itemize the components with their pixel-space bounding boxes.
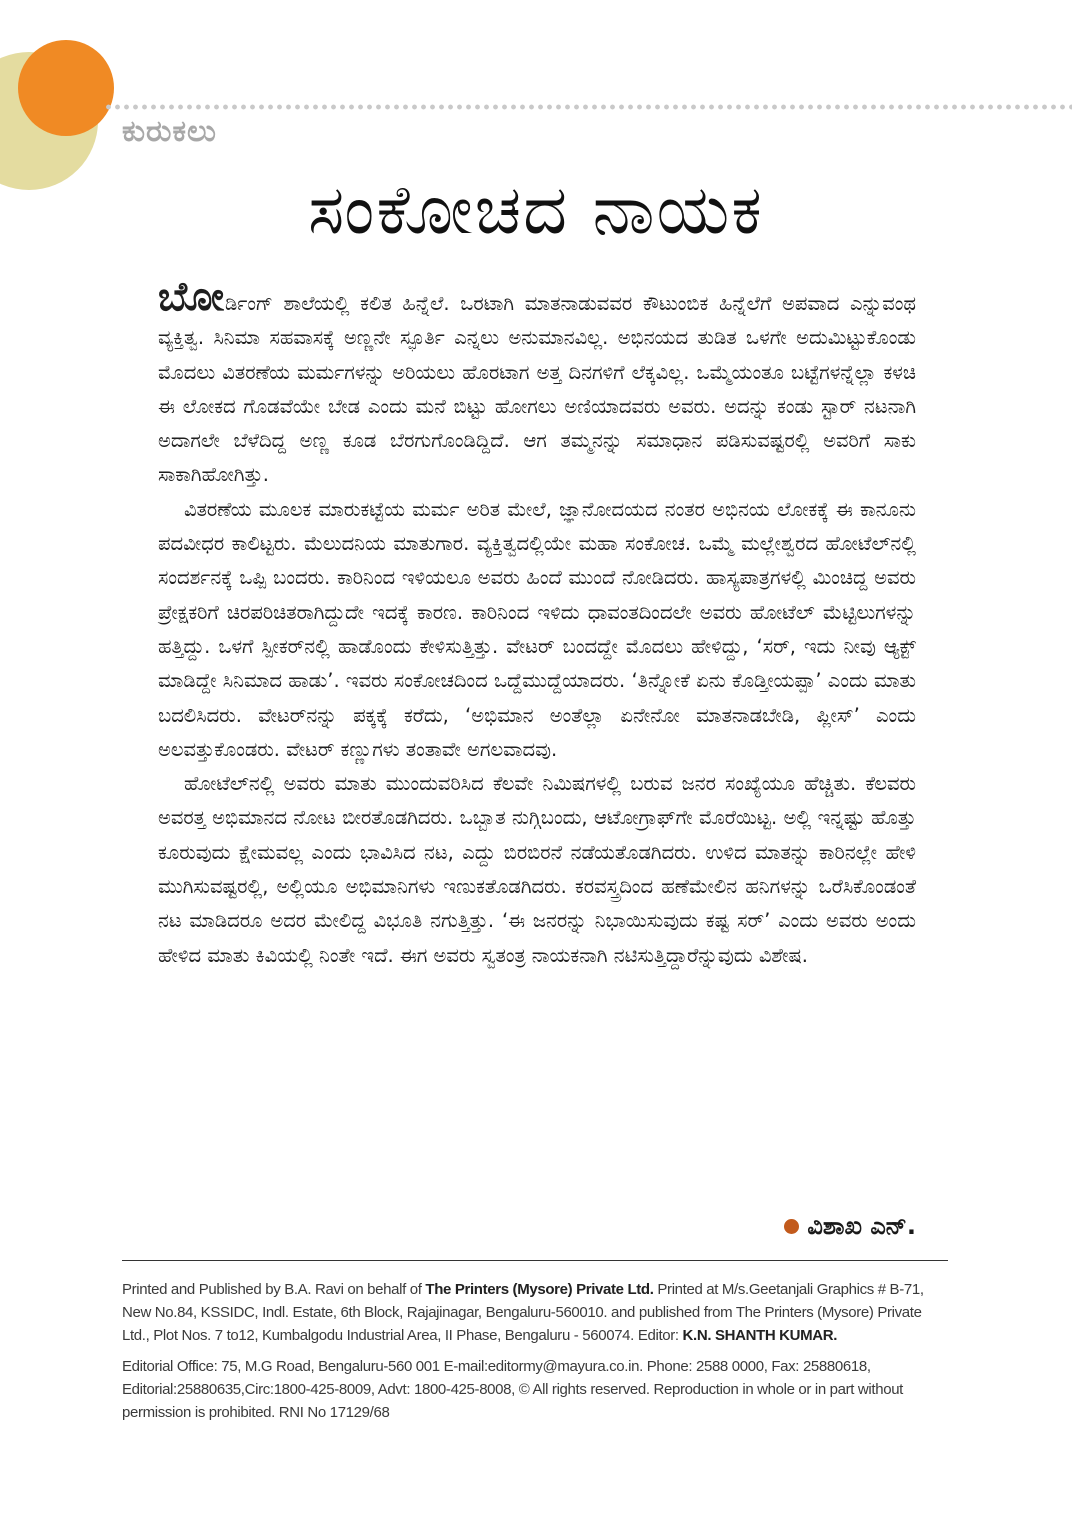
drop-cap: ಬೋ [158,274,225,320]
imprint-text-a: Printed and Published by B.A. Ravi on behalf of [122,1281,426,1298]
article-paragraph-3: ಹೋಟೆಲ್‌ನಲ್ಲಿ ಅವರು ಮಾತು ಮುಂದುವರಿಸಿದ ಕೆಲವೇ ನಿಮಿಷಗಳಲ್ಲಿ ಬರುವ ಜನರ ಸಂಖ್ಯೆಯೂ ಹೆಚ್ಚಿತು. ಕೆಲವರು ಅವರತ್ತ ಅಭಿಮಾನದ ನೋಟ ಬೀರತೊಡಗಿದರು. ಒಬ್ಬಾತ ನುಗ್ಗಿಬಂದು, ಆಟೋಗ್ರಾಫ್‌ಗೇ ಮೊರೆಯಿಟ್ಟ. ಅಲ್ಲಿ ಇನ್ನಷ್ಟು ಹೊತ್ತು ಕೂರುವುದು ಕ್ಷೇಮವಲ್ಲ ಎಂದು ಭಾವಿಸಿದ ನಟ, ಎದ್ದು ಬಿರಬಿರನೆ ನಡೆಯತೊಡಗಿದರು. ಉಳಿದ ಮಾತನ್ನು ಕಾರಿನಲ್ಲೇ ಹೇಳಿ ಮುಗಿಸುವಷ್ಟರಲ್ಲಿ, ಅಲ್ಲಿಯೂ ಅಭಿಮಾನಿಗಳು ಇಣುಕತೊಡಗಿದರು. ಕರವಸ್ತ್ರದಿಂದ ಹಣೆಮೇಲಿನ ಹನಿಗಳನ್ನು ಒರೆಸಿಕೊಂಡಂತೆ ನಟ ಮಾಡಿದರೂ ಅದರ ಮೇಲಿದ್ದ ವಿಭೂತಿ ನಗುತ್ತಿತ್ತು. ‘ಈ ಜನರನ್ನು ನಿಭಾಯಿಸುವುದು ಕಷ್ಟ ಸರ್’ ಎಂದು ಅವರು ಅಂದು ಹೇಳಿದ ಮಾತು ಕಿವಿಯಲ್ಲಿ ನಿಂತೇ ಇದೆ. ಈಗ ಅವರು ಸ್ವತಂತ್ರ ನಾಯಕನಾಗಿ ನಟಿಸುತ್ತಿದ್ದಾರೆನ್ನುವುದು ವಿಶೇಷ. [158,772,916,967]
article-paragraph-2: ವಿತರಣೆಯ ಮೂಲಕ ಮಾರುಕಟ್ಟೆಯ ಮರ್ಮ ಅರಿತ ಮೇಲೆ, ಜ್ಞಾನೋದಯದ ನಂತರ ಅಭಿನಯ ಲೋಕಕ್ಕೆ ಈ ಕಾನೂನು ಪದವೀಧರ ಕಾಲಿಟ್ಟರು. ಮೆಲುದನಿಯ ಮಾತುಗಾರ. ವ್ಯಕ್ತಿತ್ವದಲ್ಲಿಯೇ ಮಹಾ ಸಂಕೋಚ. ಒಮ್ಮೆ ಮಲ್ಲೇಶ್ವರದ ಹೋಟೆಲ್‌ನಲ್ಲಿ ಸಂದರ್ಶನಕ್ಕೆ ಒಪ್ಪಿ ಬಂದರು. ಕಾರಿನಿಂದ ಇಳಿಯಲೂ ಅವರು ಹಿಂದೆ ಮುಂದೆ ನೋಡಿದರು. ಹಾಸ್ಯಪಾತ್ರಗಳಲ್ಲಿ ಮಿಂಚಿದ್ದ ಅವರು ಪ್ರೇಕ್ಷಕರಿಗೆ ಚಿರಪರಿಚಿತರಾಗಿದ್ದುದೇ ಇದಕ್ಕೆ ಕಾರಣ. ಕಾರಿನಿಂದ ಇಳಿದು ಧಾವಂತದಿಂದಲೇ ಅವರು ಹೋಟೆಲ್ ಮೆಟ್ಟಿಲುಗಳನ್ನು ಹತ್ತಿದ್ದು. ಒಳಗೆ ಸ್ಪೀಕರ್‌ನಲ್ಲಿ ಹಾಡೊಂದು ಕೇಳಿಸುತ್ತಿತ್ತು. ವೇಟರ್ ಬಂದದ್ದೇ ಮೊದಲು ಹೇಳಿದ್ದು, ‘ಸರ್, ಇದು ನೀವು ಆ್ಯಕ್ಟ್ ಮಾಡಿದ್ದೇ ಸಿನಿಮಾದ ಹಾಡು’. ಇವರು ಸಂಕೋಚದಿಂದ ಒದ್ದೆಮುದ್ದೆಯಾದರು. ‘ತಿನ್ನೋಕೆ ಏನು ಕೊಡ್ತೀಯಪ್ಪಾ’ ಎಂದು ಮಾತು ಬದಲಿಸಿದರು. ವೇಟರ್‌ನನ್ನು ಪಕ್ಕಕ್ಕೆ ಕರೆದು, ‘ಅಭಿಮಾನ ಅಂತೆಲ್ಲಾ ಏನೇನೋ ಮಾತನಾಡಬೇಡಿ, ಪ್ಲೀಸ್’ ಎಂದು ಅಲವತ್ತುಕೊಂಡರು. ವೇಟರ್ ಕಣ್ಣುಗಳು ತಂತಾವೇ ಅಗಲವಾದವು. [158,497,916,761]
article-body [158,274,916,973]
bullet-icon [784,1219,799,1234]
section-label: ಕುರುಕಲು [122,114,217,149]
decorative-circle-orange [18,40,114,136]
publisher-name: The Printers (Mysore) Private Ltd. [425,1281,654,1298]
dotted-divider [104,104,1072,110]
author-byline [784,1206,916,1246]
paragraph-1-text: ರ್ಡಿಂಗ್ ಶಾಲೆಯಲ್ಲಿ ಕಲಿತ ಹಿನ್ನೆಲೆ. ಒರಟಾಗಿ ಮಾತನಾಡುವವರ ಕೌಟುಂಬಿಕ ಹಿನ್ನೆಲೆಗೆ ಅಪವಾದ ಎನ್ನುವಂಥ ವ್ಯಕ್ತಿತ್ವ. ಸಿನಿಮಾ ಸಹವಾಸಕ್ಕೆ ಅಣ್ಣನೇ ಸ್ಫೂರ್ತಿ ಎನ್ನಲು ಅನುಮಾನವಿಲ್ಲ. ಅಭಿನಯದ ತುಡಿತ ಒಳಗೇ ಅದುಮಿಟ್ಟುಕೊಂಡು ಮೊದಲು ವಿತರಣೆಯ ಮರ್ಮಗಳನ್ನು ಅರಿಯಲು ಹೊರಟಾಗ ಅತ್ತ ದಿನಗಳಿಗೆ ಲೆಕ್ಕವಿಲ್ಲ. ಒಮ್ಮೆಯಂತೂ ಬಟ್ಟೆಗಳನ್ನೆಲ್ಲಾ ಕಳಚಿ ಈ ಲೋಕದ ಗೊಡವೆಯೇ ಬೇಡ ಎಂದು ಮನೆ ಬಿಟ್ಟು ಹೋಗಲು ಅಣಿಯಾದವರು ಅವರು. ಅದನ್ನು ಕಂಡು ಸ್ಟಾರ್ ನಟನಾಗಿ ಅದಾಗಲೇ ಬೆಳೆದಿದ್ದ ಅಣ್ಣ ಕೂಡ ಬೆರಗುಗೊಂಡಿದ್ದಿದೆ. ಆಗ ತಮ್ಮನನ್ನು ಸಮಾಧಾನ ಪಡಿಸುವಷ್ಟರಲ್ಲಿ ಅವರಿಗೆ ಸಾಕು ಸಾಕಾಗಿಹೋಗಿತ್ತು. [158,292,916,487]
imprint-text-b: Printed at M/s.Geetanjali Graphics # B-71, New No.84, KSSIDC, Indl. Estate, 6th Block, Rajajinagar, Bengaluru-560010. and published from The Printers (Mysore) Private Ltd., Plot Nos. 7 to12, Kumbalgodu Industrial Area, II Phase, Bengaluru - 560074. Editor: [122,1281,924,1344]
editor-name: K.N. SHANTH KUMAR. [682,1327,838,1344]
imprint-printer-line [122,1278,952,1347]
article-paragraph-1 [158,274,916,493]
imprint-office-line: Editorial Office: 75, M.G Road, Bengaluru-560 001 E-mail:editormy@mayura.co.in. Phone: 2588 0000, Fax: 25880618, Editorial:25880635,Circ:1800-425-8009, Advt: 1800-425-8008, © All rights reserved. Reproduction in whole or in part without permission is prohibited. RNI No 17129/68 [122,1358,903,1421]
footer-rule [122,1260,948,1261]
article-headline: ಸಂಕೋಚದ ನಾಯಕ [308,171,764,250]
author-name: ವಿಶಾಖ ಎನ್. [807,1212,916,1240]
